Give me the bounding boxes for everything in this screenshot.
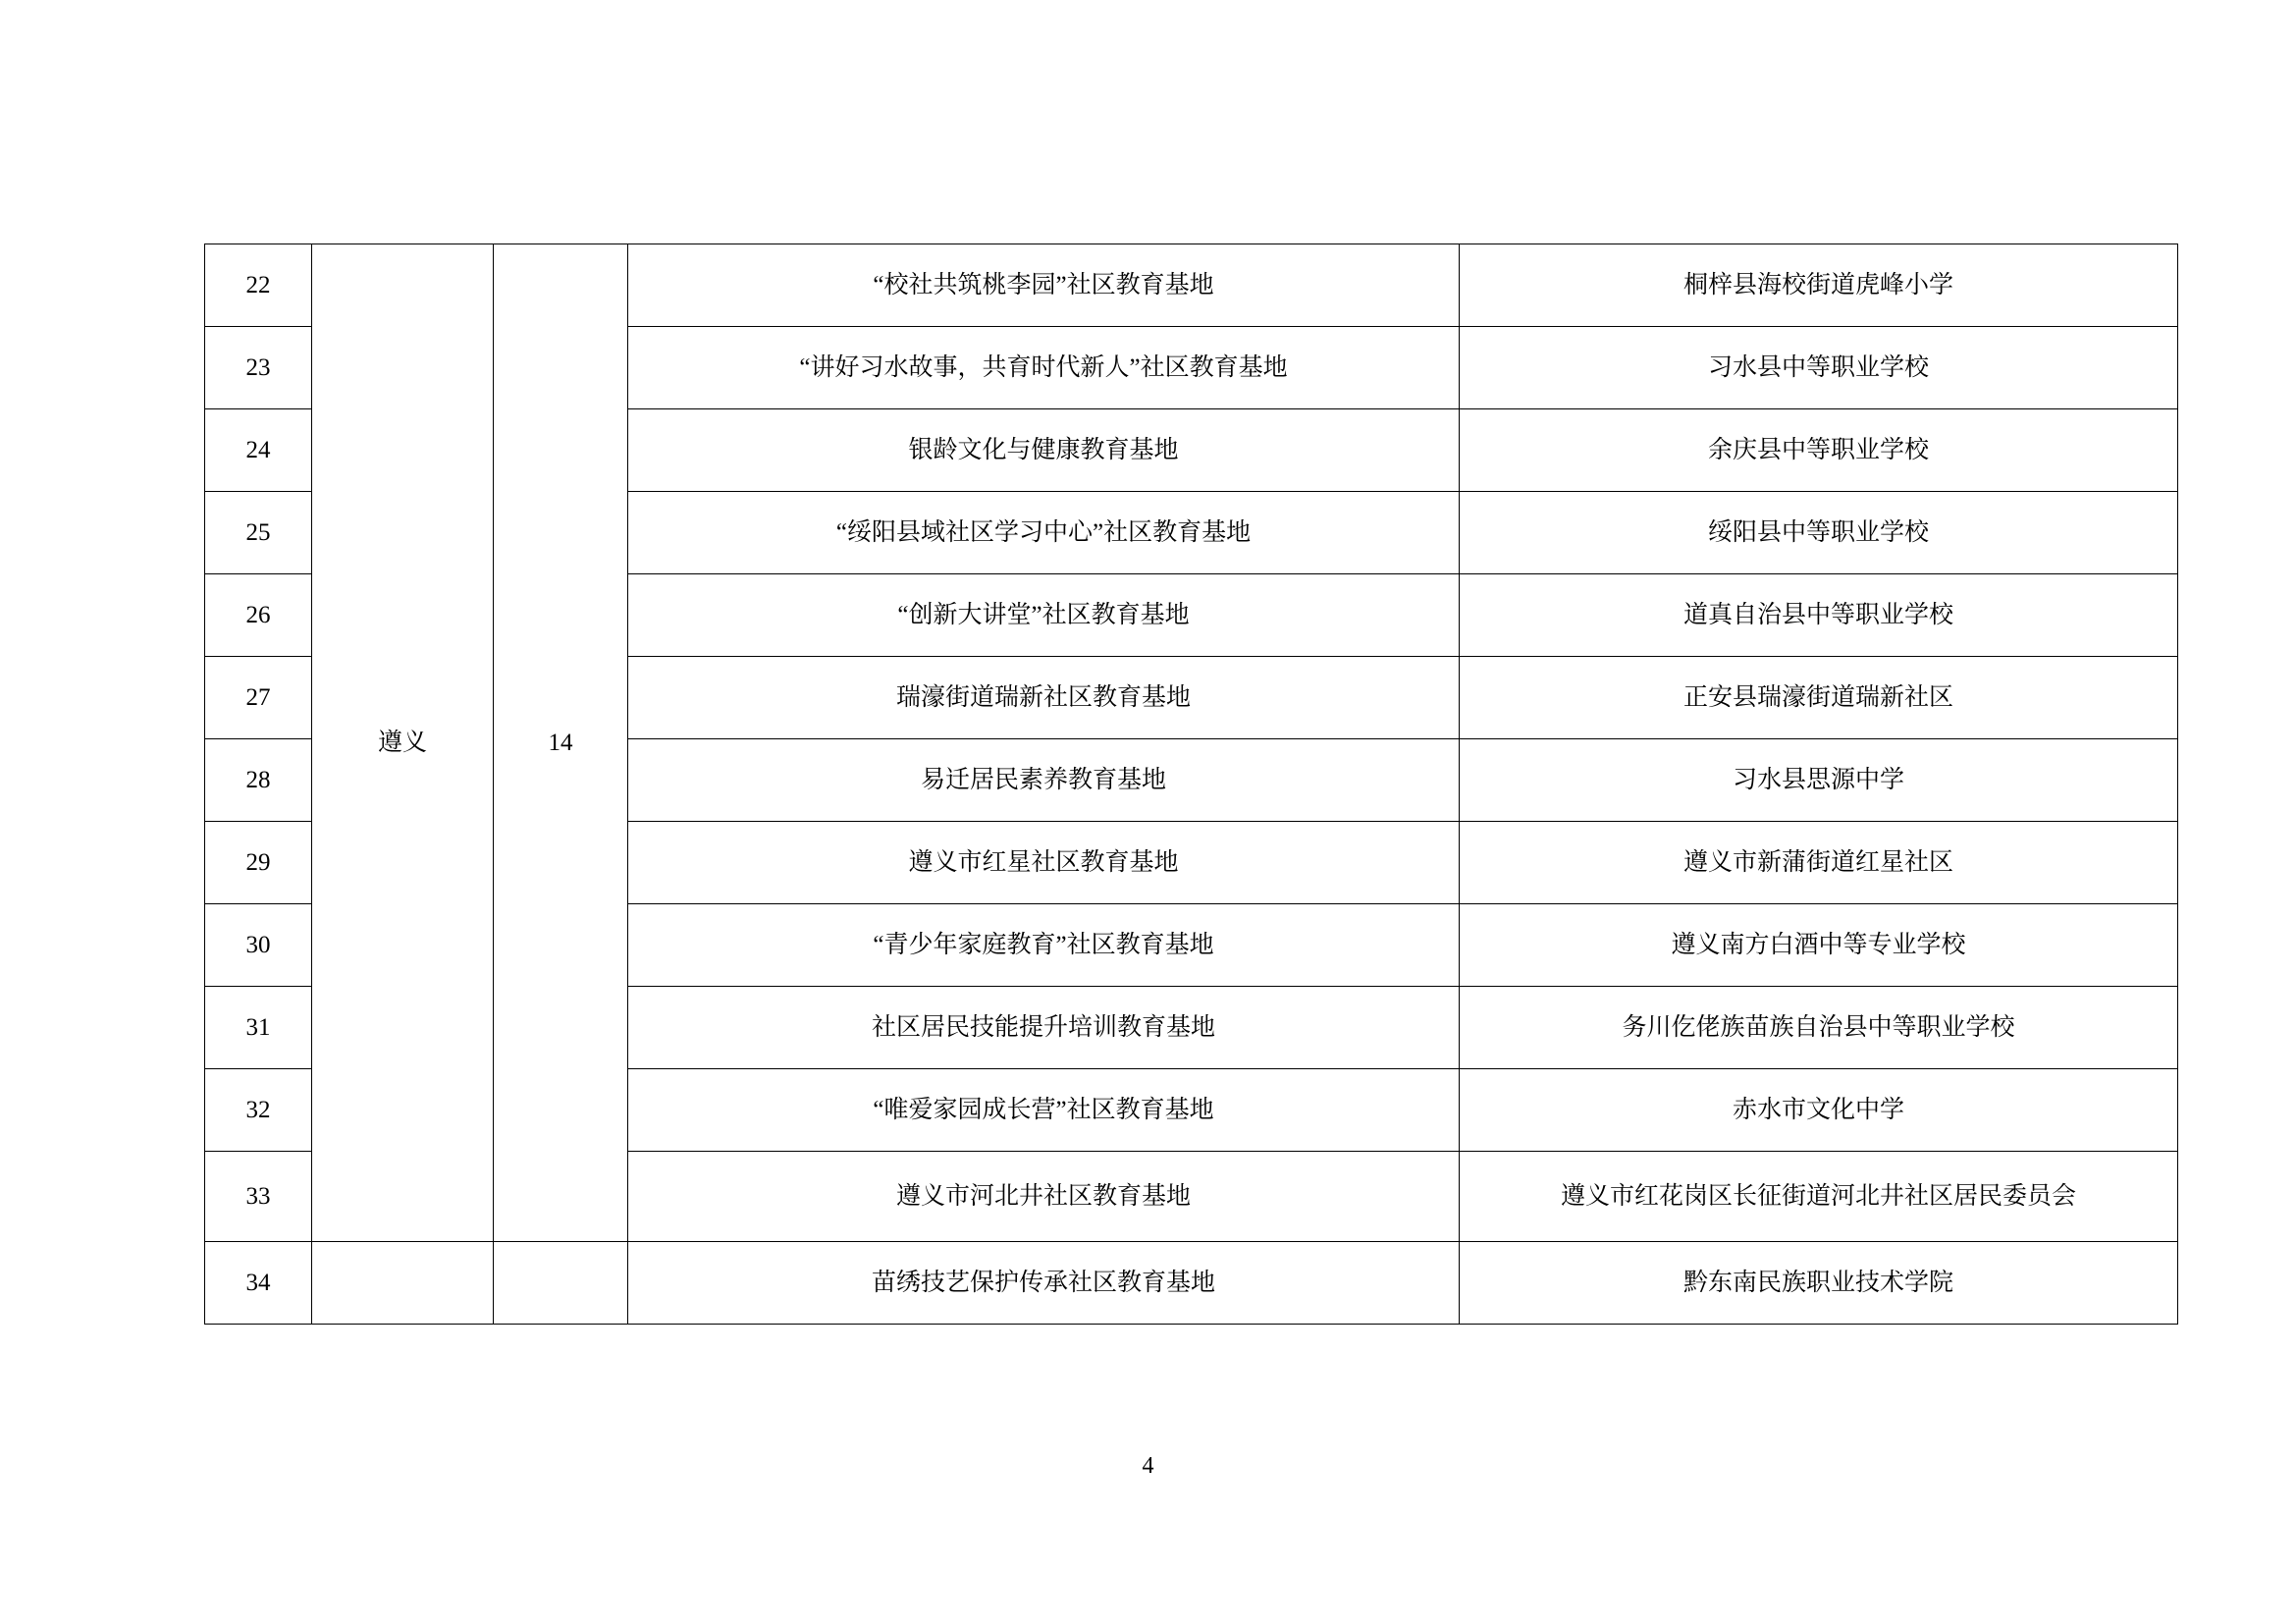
row-number: 30 [205,904,312,987]
base-unit: 桐梓县海校街道虎峰小学 [1460,244,2178,327]
base-name: “创新大讲堂”社区教育基地 [628,574,1460,657]
base-name: 遵义市红星社区教育基地 [628,822,1460,904]
region-count-cell: 14 [494,244,628,1242]
row-number: 26 [205,574,312,657]
row-number: 27 [205,657,312,739]
region-count-cell-empty [494,1242,628,1325]
table-body [205,244,2178,1325]
row-number: 23 [205,327,312,409]
base-name: “讲好习水故事，共育时代新人”社区教育基地 [628,327,1460,409]
table-row [205,1242,2178,1325]
base-unit: 习水县中等职业学校 [1460,327,2178,409]
row-number: 22 [205,244,312,327]
region-cell-empty [312,1242,494,1325]
base-unit: 务川仡佬族苗族自治县中等职业学校 [1460,987,2178,1069]
base-unit: 道真自治县中等职业学校 [1460,574,2178,657]
base-unit: 绥阳县中等职业学校 [1460,492,2178,574]
base-unit: 遵义南方白酒中等专业学校 [1460,904,2178,987]
base-name: 易迁居民素养教育基地 [628,739,1460,822]
row-number: 25 [205,492,312,574]
base-name: “唯爱家园成长营”社区教育基地 [628,1069,1460,1152]
table-row [205,244,2178,327]
base-name: 瑞濠街道瑞新社区教育基地 [628,657,1460,739]
base-unit: 余庆县中等职业学校 [1460,409,2178,492]
base-name: 银龄文化与健康教育基地 [628,409,1460,492]
base-name: 社区居民技能提升培训教育基地 [628,987,1460,1069]
base-unit: 正安县瑞濠街道瑞新社区 [1460,657,2178,739]
row-number: 28 [205,739,312,822]
row-number: 31 [205,987,312,1069]
base-unit: 黔东南民族职业技术学院 [1460,1242,2178,1325]
base-unit: 遵义市新蒲街道红星社区 [1460,822,2178,904]
base-unit: 遵义市红花岗区长征街道河北井社区居民委员会 [1460,1152,2178,1242]
base-name: “绥阳县域社区学习中心”社区教育基地 [628,492,1460,574]
base-unit: 赤水市文化中学 [1460,1069,2178,1152]
base-name: 遵义市河北井社区教育基地 [628,1152,1460,1242]
row-number: 29 [205,822,312,904]
row-number: 24 [205,409,312,492]
row-number: 34 [205,1242,312,1325]
community-education-base-table [204,244,2094,1325]
row-number: 33 [205,1152,312,1242]
base-name: “校社共筑桃李园”社区教育基地 [628,244,1460,327]
base-name: 苗绣技艺保护传承社区教育基地 [628,1242,1460,1325]
region-cell: 遵义 [312,244,494,1242]
base-unit: 习水县思源中学 [1460,739,2178,822]
base-name: “青少年家庭教育”社区教育基地 [628,904,1460,987]
page-number: 4 [1142,1453,1154,1479]
row-number: 32 [205,1069,312,1152]
doc-table [204,244,2178,1325]
